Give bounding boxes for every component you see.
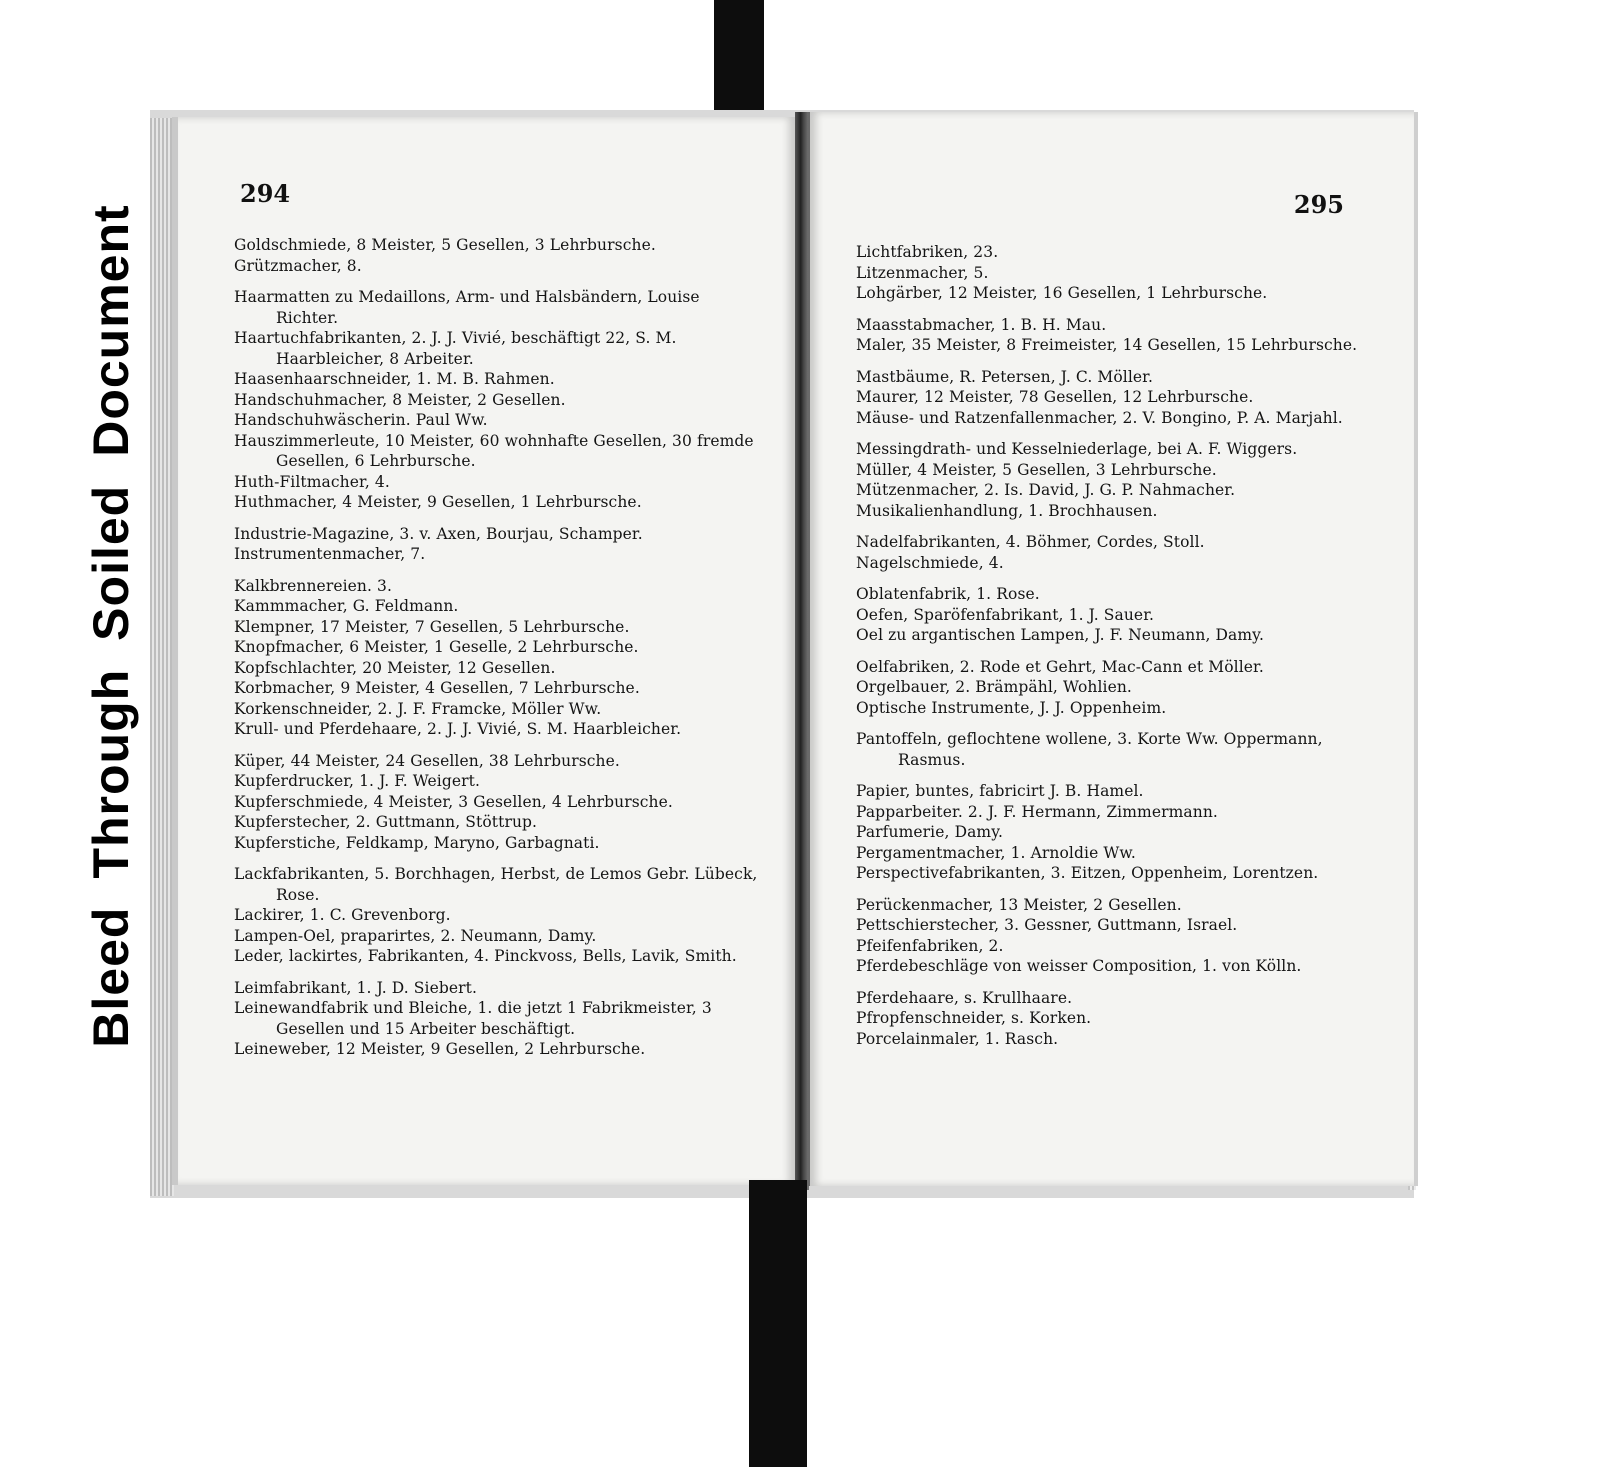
directory-entry: Pfropfenschneider, s. Korken. — [856, 1009, 1092, 1027]
binding-strap-bottom — [749, 1180, 807, 1467]
document-type-label — [70, 128, 152, 1124]
directory-entry: Handschuhmacher, 8 Meister, 2 Gesellen. — [234, 390, 566, 409]
directory-entry: Messingdrath- und Kesselniederlage, bei A. F. Wiggers. — [856, 440, 1298, 458]
directory-entry: Hauszimmerleute, 10 Meister, 60 wohnhafte Gesellen, 30 fremde Gesellen, 6 Lehrbursche. — [234, 431, 754, 470]
directory-entry: Krull- und Pferdehaare, 2. J. J. Vivié, S. M. Haarbleicher. — [234, 720, 682, 738]
directory-entry: Parfumerie, Damy. — [856, 823, 1004, 841]
directory-entry: Lohgärber, 12 Meister, 16 Gesellen, 1 Lehrbursche. — [856, 284, 1268, 302]
page-number: 295 — [1293, 190, 1344, 219]
directory-entry: Orgelbauer, 2. Brämpähl, Wohlien. — [856, 678, 1132, 696]
directory-entry: Optische Instrumente, J. J. Oppenheim. — [856, 698, 1167, 717]
label-word: Through — [83, 668, 139, 879]
directory-entry: Lackirer, 1. C. Grevenborg. — [234, 906, 451, 924]
directory-entry: Kupferstecher, 2. Guttmann, Stöttrup. — [234, 813, 538, 831]
directory-entry: Kupferdrucker, 1. J. F. Weigert. — [234, 772, 481, 790]
directory-entry: Leineweber, 12 Meister, 9 Gesellen, 2 Lehrbursche. — [234, 1040, 646, 1058]
directory-entry: Perspectivefabrikanten, 3. Eitzen, Oppenheim, Lorentzen. — [856, 864, 1319, 882]
directory-entry: Maasstabmacher, 1. B. H. Mau. — [856, 315, 1107, 334]
directory-entry: Leimfabrikant, 1. J. D. Siebert. — [234, 978, 478, 997]
directory-entry: Porcelainmaler, 1. Rasch. — [856, 1029, 1059, 1048]
directory-entry: Oefen, Sparöfenfabrikant, 1. J. Sauer. — [856, 605, 1155, 624]
directory-entry: Kalkbrennereien. 3. — [234, 576, 393, 595]
directory-entry: Perückenmacher, 13 Meister, 2 Gesellen. — [856, 895, 1182, 914]
label-word: Bleed — [83, 906, 139, 1048]
directory-entry: Lackfabrikanten, 5. Borchhagen, Herbst, de Lemos Gebr. Lübeck, Rose. — [234, 865, 758, 904]
directory-entry: Handschuhwäscherin. Paul Ww. — [234, 411, 488, 429]
directory-entry: Musikalienhandlung, 1. Brochhausen. — [856, 501, 1158, 520]
book-gutter — [795, 112, 809, 1190]
directory-entry: Pergamentmacher, 1. Arnoldie Ww. — [856, 843, 1136, 862]
entry-list — [856, 242, 1386, 1049]
directory-entry: Maurer, 12 Meister, 78 Gesellen, 12 Lehrbursche. — [856, 388, 1254, 406]
directory-entry: Haartuchfabrikanten, 2. J. J. Vivié, beschäftigt 22, S. M. Haarbleicher, 8 Arbeiter. — [234, 329, 677, 368]
directory-entry: Nadelfabrikanten, 4. Böhmer, Cordes, Stoll. — [856, 533, 1205, 551]
directory-entry: Leder, lackirtes, Fabrikanten, 4. Pinckvoss, Bells, Lavik, Smith. — [234, 947, 737, 965]
directory-entry: Kopfschlachter, 20 Meister, 12 Gesellen. — [234, 658, 556, 677]
directory-entry: Pantoffeln, geflochtene wollene, 3. Korte Ww. Oppermann, Rasmus. — [856, 730, 1323, 769]
directory-entry: Mastbäume, R. Petersen, J. C. Möller. — [856, 367, 1154, 386]
directory-entry: Pferdebeschläge von weisser Composition, 1. von Kölln. — [856, 957, 1302, 975]
directory-entry: Grützmacher, 8. — [234, 256, 362, 275]
directory-entry: Litzenmacher, 5. — [856, 263, 989, 282]
directory-entry: Oblatenfabrik, 1. Rose. — [856, 585, 1040, 603]
directory-entry: Klempner, 17 Meister, 7 Gesellen, 5 Lehrbursche. — [234, 617, 630, 636]
directory-entry: Lampen-Oel, praparirtes, 2. Neumann, Damy. — [234, 926, 597, 945]
directory-entry: Leinewandfabrik und Bleiche, 1. die jetzt 1 Fabrikmeister, 3 Gesellen und 15 Arbeiter beschäftigt. — [234, 999, 712, 1038]
directory-entry: Knopfmacher, 6 Meister, 1 Geselle, 2 Lehrbursche. — [234, 638, 639, 656]
page-edges-left — [150, 118, 174, 1196]
left-page — [178, 117, 797, 1185]
directory-entry: Kupferschmiede, 4 Meister, 3 Gesellen, 4 Lehrbursche. — [234, 792, 673, 811]
directory-entry: Maler, 35 Meister, 8 Freimeister, 14 Gesellen, 15 Lehrbursche. — [856, 336, 1358, 354]
directory-entry: Mützenmacher, 2. Is. David, J. G. P. Nahmacher. — [856, 481, 1236, 499]
directory-entry: Pferdehaare, s. Krullhaare. — [856, 988, 1073, 1007]
directory-entry: Oel zu argantischen Lampen, J. F. Neumann, Damy. — [856, 626, 1265, 644]
directory-entry: Mäuse- und Ratzenfallenmacher, 2. V. Bongino, P. A. Marjahl. — [856, 408, 1343, 427]
directory-entry: Papparbeiter. 2. J. F. Hermann, Zimmermann. — [856, 802, 1218, 821]
label-word: Soiled — [83, 484, 139, 641]
directory-entry: Küper, 44 Meister, 24 Gesellen, 38 Lehrbursche. — [234, 751, 620, 770]
directory-entry: Nagelschmiede, 4. — [856, 553, 1004, 572]
label-word: Document — [83, 204, 139, 457]
directory-entry: Haasenhaarschneider, 1. M. B. Rahmen. — [234, 370, 555, 388]
directory-entry: Pfeifenfabriken, 2. — [856, 936, 1004, 955]
directory-entry: Industrie-Magazine, 3. v. Axen, Bourjau, Schamper. — [234, 524, 643, 543]
directory-entry: Müller, 4 Meister, 5 Gesellen, 3 Lehrbursche. — [856, 460, 1217, 479]
directory-entry: Korbmacher, 9 Meister, 4 Gesellen, 7 Lehrbursche. — [234, 679, 640, 697]
directory-entry: Pettschierstecher, 3. Gessner, Guttmann, Israel. — [856, 916, 1238, 934]
directory-entry: Kammmacher, G. Feldmann. — [234, 597, 459, 615]
binding-strap-top — [714, 0, 764, 118]
directory-entry: Lichtfabriken, 23. — [856, 243, 999, 261]
label-text — [70, 128, 152, 1124]
directory-entry: Haarmatten zu Medaillons, Arm- und Halsbändern, Louise Richter. — [234, 288, 700, 327]
directory-entry: Korkenschneider, 2. J. F. Framcke, Möller Ww. — [234, 699, 602, 718]
directory-entry: Goldschmiede, 8 Meister, 5 Gesellen, 3 Lehrbursche. — [234, 236, 656, 254]
directory-entry: Oelfabriken, 2. Rode et Gehrt, Mac-Cann et Möller. — [856, 657, 1264, 676]
directory-entry: Kupferstiche, Feldkamp, Maryno, Garbagnati. — [234, 833, 600, 852]
entry-list — [234, 235, 764, 1060]
directory-entry: Papier, buntes, fabricirt J. B. Hamel. — [856, 782, 1144, 800]
directory-entry: Huth-Filtmacher, 4. — [234, 472, 390, 491]
directory-entry: Instrumentenmacher, 7. — [234, 545, 426, 563]
right-page — [808, 112, 1414, 1186]
page-number: 294 — [240, 179, 291, 208]
directory-entry: Huthmacher, 4 Meister, 9 Gesellen, 1 Lehrbursche. — [234, 493, 642, 511]
